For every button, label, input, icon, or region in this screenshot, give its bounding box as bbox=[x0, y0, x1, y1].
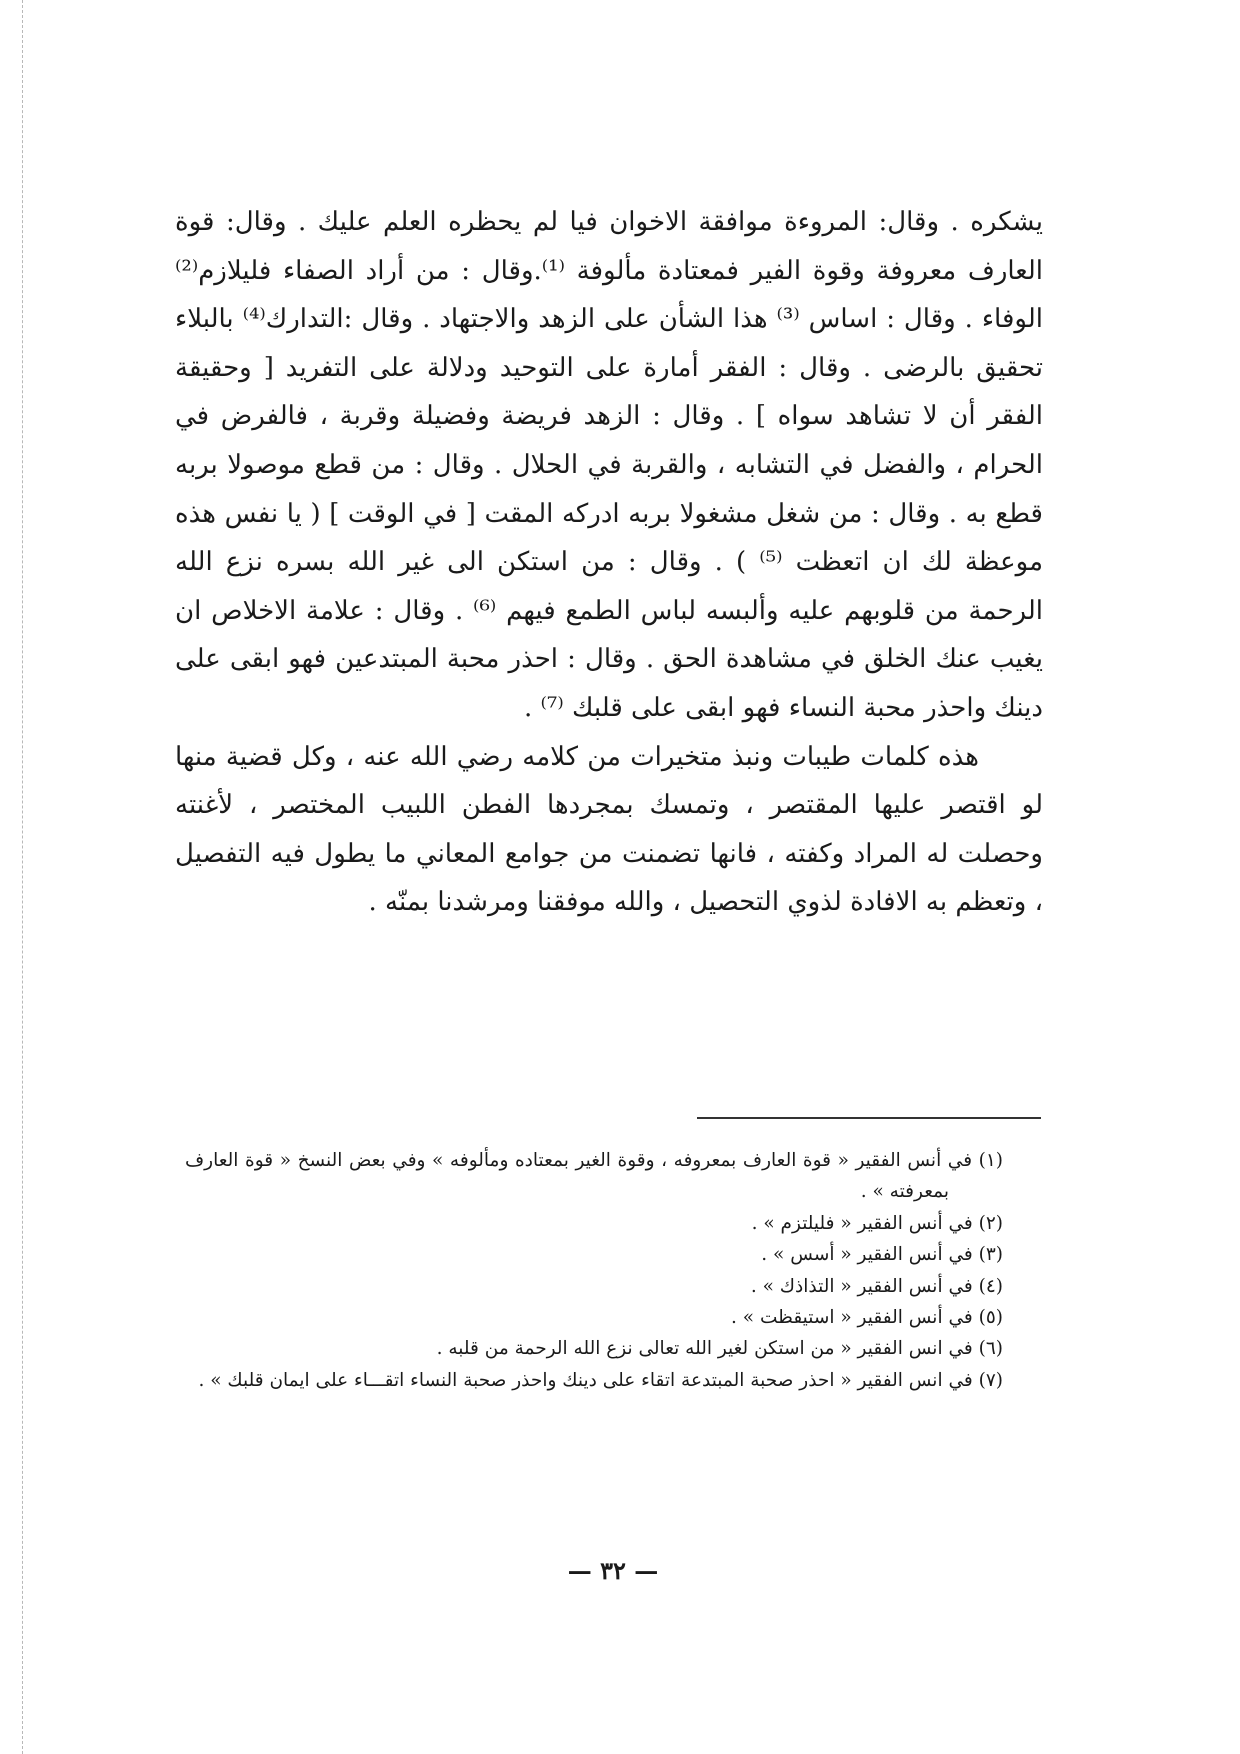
footnote-2: (٢) في أنس الفقير « فليلتزم » . bbox=[751, 1212, 1003, 1234]
footnote-7: (٧) في انس الفقير « احذر صحبة المبتدعة اتقاء على دينك واحذر صحبة النساء اتقـــاء على ايمان قلبك » . bbox=[198, 1369, 1003, 1391]
footnote-5: (٥) في أنس الفقير « استيقظت » . bbox=[731, 1307, 1003, 1329]
footnote-6: (٦) في انس الفقير « من استكن لغير الله تعالى نزع الله الرحمة من قلبه . bbox=[436, 1338, 1003, 1360]
footnote-3: (٣) في أنس الفقير « أسس » . bbox=[761, 1244, 1003, 1266]
main-text bbox=[175, 198, 1043, 927]
body-paragraph-2: هذه كلمات طيبات ونبذ متخيرات من كلامه رضي الله عنه ، وكل قضية منها لو اقتصر عليها المقتصر ، وتمسك بمجردها الفطن اللبيب المختصر ، لأغنته وحصلت له المراد وكفته ، فانها تضمنت من جوامع المعاني ما يطول فيه التفصيل ، وتعظم به الافادة لذوي التحصيل ، والله موفقنا ومرشدنا بمنّه . bbox=[175, 741, 1043, 918]
body-paragraph-1: يشكره . وقال: المروءة موافقة الاخوان فيا لم يحظره العلم عليك . وقال: قوة العارف معروفة وقوة الفير فمعتادة مألوفة ⁽¹⁾.وقال : من أراد الصفاء فليلازم⁽²⁾ الوفاء . وقال : اساس ⁽³⁾ هذا الشأن على الزهد والاجتهاد . وقال :التدارك⁽⁴⁾ بالبلاء تحقيق بالرضى . وقال : الفقر أمارة على التوحيد ودلالة على التفريد [ وحقيقة الفقر أن لا تشاهد سواه ] . وقال : الزهد فريضة وفضيلة وقربة ، فالفرض في الحرام ، والفضل في التشابه ، والقربة في الحلال . وقال : من قطع موصولا بربه قطع به . وقال : من شغل مشغولا بربه ادركه المقت [ في الوقت ] ( يا نفس هذه موعظة لك ان اتعظت ⁽⁵⁾ ) . وقال : من استكن الى غير الله بسره نزع الله الرحمة من قلوبهم عليه وألبسه لباس الطمع فيهم ⁽⁶⁾ . وقال : علامة الاخلاص ان يغيب عنك الخلق في مشاهدة الحق . وقال : احذر محبة المبتدعين فهو ابقى على دينك واحذر محبة النساء فهو ابقى على قلبك ⁽⁷⁾ . bbox=[175, 207, 1044, 723]
page-number: — ٣٢ — bbox=[567, 1556, 659, 1585]
footnote-1: (١) في أنس الفقير « قوة العارف بمعروفه ، وقوة الغير بمعتاده ومألوفه » وفي بعض النسخ « قوة العارف بمعرفته » . bbox=[185, 1150, 1003, 1203]
footnote-separator bbox=[697, 1117, 1041, 1119]
footnote-4: (٤) في أنس الفقير « التذاذك » . bbox=[750, 1275, 1003, 1297]
scan-edge-line bbox=[22, 0, 24, 1754]
footnotes bbox=[185, 1145, 1003, 1396]
